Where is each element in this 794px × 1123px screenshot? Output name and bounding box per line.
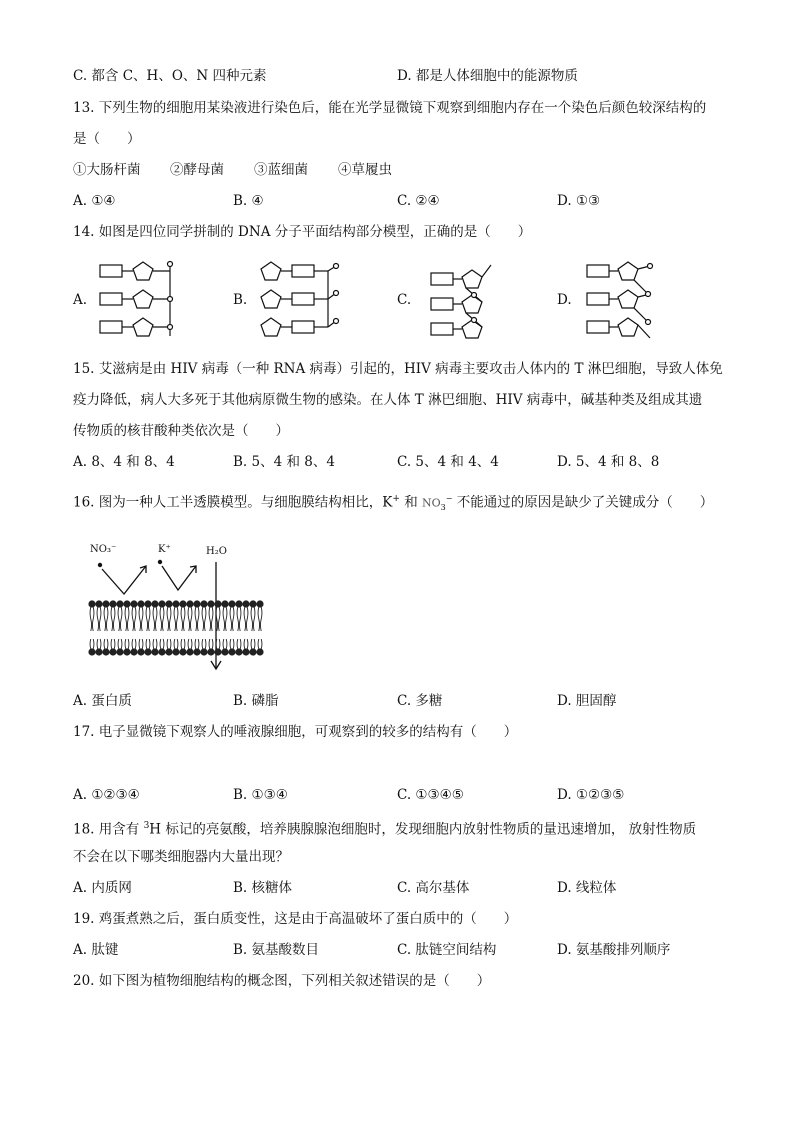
- q13-item-3: ③蓝细菌: [254, 162, 308, 178]
- nucleotide: [100, 318, 170, 336]
- q15-stem-line1: 15. 艾滋病是由 HIV 病毒（一种 RNA 病毒）引起的，HIV 病毒主要攻击人体内的 T 淋巴细胞，导致人体免: [73, 361, 723, 377]
- q13-stem-line1: 13. 下列生物的细胞用某染液进行染色后，能在光学显微镜下观察到细胞内存在一个染色后颜色较深结构的: [73, 100, 707, 116]
- q18-stem-line1: 18. 用含有 $^3$H 标记的亮氨酸，培养胰腺腺泡细胞时，发现细胞内放射性物质的量迅速增加， 放射性物质: [73, 821, 697, 838]
- q16-option-c: C. 多糖: [397, 693, 443, 709]
- q13-option-b: B. ④: [233, 193, 264, 209]
- q18-option-c: C. 高尔基体: [397, 880, 470, 896]
- no3-blocked-arrow: [102, 566, 146, 594]
- nucleotide: [261, 262, 328, 280]
- nucleotide: [261, 318, 328, 336]
- q16-stem: 16. 图为一种人工半透膜模型。与细胞膜结构相比，K+ 和 $NO_3^-$ 不能通过的原因是缺少了关键成分（ ）: [73, 494, 714, 513]
- q13-option-d: D. ①③: [557, 193, 601, 209]
- q18-option-a: A. 内质网: [73, 880, 132, 896]
- q13-option-c: C. ②④: [397, 193, 440, 209]
- q15-stem-line2: 疫力降低，病人大多死于其他病原微生物的感染。在人体 T 淋巴细胞、HIV 病毒中，碱基种类及组成其遗: [73, 392, 703, 408]
- q15-option-c: C. 5、4 和 4、4: [397, 454, 499, 470]
- dna-model-a: [95, 260, 185, 340]
- q15-option-a: A. 8、4 和 8、4: [73, 454, 175, 470]
- q13-item-1: ①大肠杆菌: [73, 162, 141, 178]
- nucleotide: [100, 262, 170, 280]
- q17-option-a: A. ①②③④: [73, 787, 140, 803]
- q12-option-c: C. 都含 C、H、O、N 四种元素: [73, 68, 267, 84]
- no3-label: NO₃⁻: [90, 544, 117, 555]
- h2o-label: H₂O: [206, 546, 227, 557]
- nucleotide: [587, 318, 650, 338]
- q13-item-4: ④草履虫: [338, 162, 392, 178]
- q17-stem: 17. 电子显微镜下观察人的唾液腺细胞，可观察到的较多的结构有（ ）: [73, 724, 518, 740]
- dna-model-d: [582, 260, 672, 340]
- q15-option-b: B. 5、4 和 8、4: [233, 454, 335, 470]
- q14-label-a: A.: [73, 292, 88, 308]
- semipermeable-membrane-figure: [88, 540, 268, 670]
- q19-option-d: D. 氨基酸排列顺序: [557, 942, 671, 958]
- q14-label-c: C.: [397, 292, 412, 308]
- k-blocked-arrow: [162, 566, 196, 590]
- q16-option-a: A. 蛋白质: [73, 693, 132, 709]
- q14-label-d: D.: [557, 292, 572, 308]
- nucleotide: [431, 265, 491, 288]
- q20-stem: 20. 如下图为植物细胞结构的概念图，下列相关叙述错误的是（ ）: [73, 973, 491, 989]
- q15-stem-line3: 传物质的核苷酸种类依次是（ ）: [73, 423, 289, 439]
- q13-item-2: ②酵母菌: [170, 162, 224, 178]
- q19-option-c: C. 肽链空间结构: [397, 942, 497, 958]
- q13-stem-line2: 是（ ）: [73, 131, 141, 147]
- q16-option-d: D. 胆固醇: [557, 693, 617, 709]
- q19-option-a: A. 肽键: [73, 942, 119, 958]
- q17-option-b: B. ①③④: [233, 787, 288, 803]
- q18-stem-line2: 不会在以下哪类细胞器内大量出现？: [73, 849, 289, 865]
- q19-option-b: B. 氨基酸数目: [233, 942, 320, 958]
- nucleotide: [587, 262, 650, 280]
- q12-option-d: D. 都是人体细胞中的能源物质: [397, 68, 578, 84]
- q17-option-d: D. ①②③⑤: [557, 787, 625, 803]
- q17-option-c: C. ①③④⑤: [397, 787, 464, 803]
- nucleotide: [261, 290, 328, 308]
- q18-option-b: B. 核糖体: [233, 880, 293, 896]
- q14-label-b: B.: [233, 292, 248, 308]
- k-label: K⁺: [158, 544, 171, 555]
- q19-stem: 19. 鸡蛋煮熟之后，蛋白质变性，这是由于高温破坏了蛋白质中的（ ）: [73, 911, 518, 927]
- q18-option-d: D. 线粒体: [557, 880, 617, 896]
- dna-model-b: [256, 260, 346, 340]
- dna-model-c: [426, 260, 516, 340]
- q13-option-a: A. ①④: [73, 193, 116, 209]
- q14-stem: 14. 如图是四位同学拼制的 DNA 分子平面结构部分模型，正确的是（ ）: [73, 224, 532, 240]
- q15-option-d: D. 5、4 和 8、8: [557, 454, 660, 470]
- phospholipid-bilayer: [88, 600, 263, 655]
- q16-option-b: B. 磷脂: [233, 693, 279, 709]
- nucleotide: [587, 290, 650, 308]
- nucleotide: [100, 290, 170, 308]
